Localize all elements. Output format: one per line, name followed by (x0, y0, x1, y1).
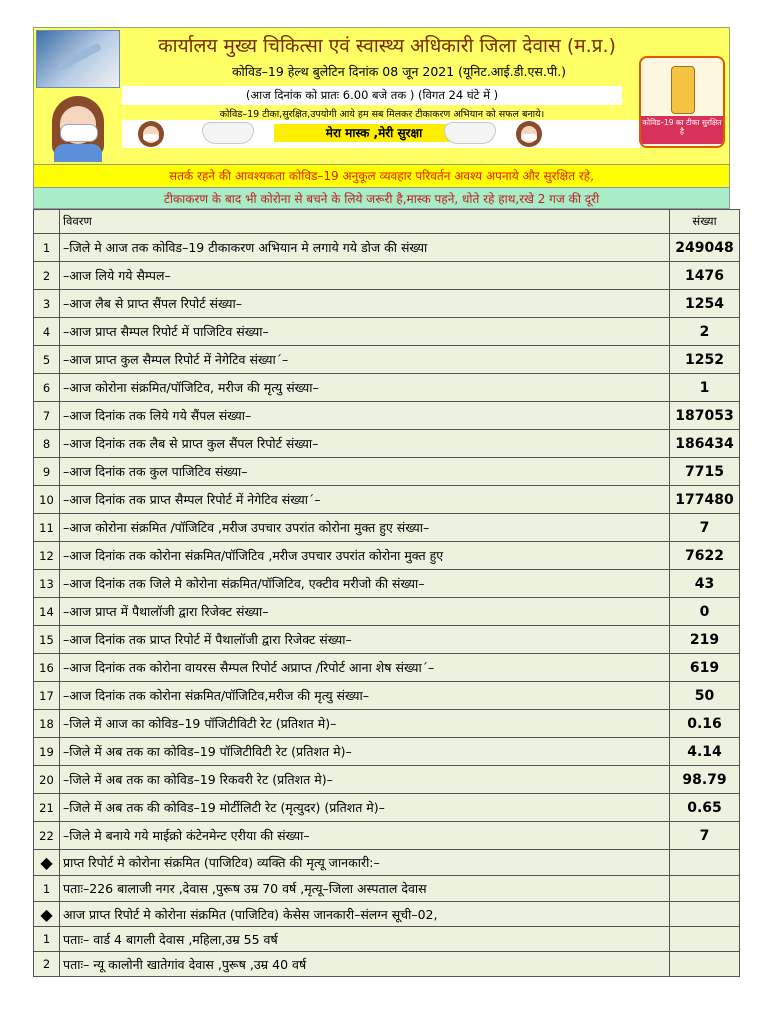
row-count: 186434 (670, 430, 740, 458)
row-description: –आज प्राप्त कुल सैम्पल रिपोर्ट में नेगेटिव संख्या´– (60, 346, 670, 374)
row-description: –आज दिनांक तक लिये गये सैंपल संख्या– (60, 402, 670, 430)
serial-number: 9 (34, 458, 60, 486)
row-count: 4.14 (670, 738, 740, 766)
serial-number: 13 (34, 570, 60, 598)
vaccination-appeal: कोविड–19 टीका,सुरक्षित,उपयोगी आये हम सब मिलकर टीकाकरण अभियान को सफल बनाये। (219, 109, 545, 120)
description-header: विवरण (60, 210, 670, 234)
table-row (34, 234, 740, 262)
count-header: संख्या (670, 210, 740, 234)
serial-number: 18 (34, 710, 60, 738)
row-count: 1252 (670, 346, 740, 374)
empty-cell (670, 952, 740, 977)
serial-number: 12 (34, 542, 60, 570)
precaution-banner: टीकाकरण के बाद भी कोरोना से बचने के लिये जरूरी है,मास्क पहने, धोते रहे हाथ,रखे 2 गज की दूरी (33, 187, 730, 209)
table-row (34, 682, 740, 710)
row-description: –आज लिये गये सैम्पल– (60, 262, 670, 290)
table-row (34, 850, 740, 876)
row-count: 619 (670, 654, 740, 682)
row-count: 1254 (670, 290, 740, 318)
serial-number: 14 (34, 598, 60, 626)
serial-number: 11 (34, 514, 60, 542)
table-header-row (34, 210, 740, 234)
empty-cell (670, 902, 740, 927)
row-count: 7 (670, 822, 740, 850)
row-description: –जिले मे आज तक कोविड–19 टीकाकरण अभियान मे लगाये गये डोज की संख्या (60, 234, 670, 262)
row-description: –आज कोरोना संक्रमित/पॉजिटिव, मरीज की मृत्यु संख्या– (60, 374, 670, 402)
case-address: पताः– न्यू कालोनी खातेगांव देवास ,पुरूष ,उम्र 40 वर्ष (60, 952, 670, 977)
table-row (34, 290, 740, 318)
serial-number: 7 (34, 402, 60, 430)
diamond-bullet-icon: ◆ (40, 904, 53, 924)
table-row (34, 486, 740, 514)
table-row (34, 738, 740, 766)
mask-slogan: मेरा मास्क ,मेरी सुरक्षा (274, 124, 474, 142)
row-description: –आज कोरोना संक्रमित /पॉजिटिव ,मरीज उपचार उपरांत कोरोना मुक्त हुए संख्या– (60, 514, 670, 542)
row-count: 1 (670, 374, 740, 402)
table-row (34, 794, 740, 822)
row-count: 0.16 (670, 710, 740, 738)
report-timeline: (आज दिनांक को प्रातः 6.00 बजे तक ) (विगत 24 घंटे में ) (122, 86, 622, 105)
row-count: 1476 (670, 262, 740, 290)
row-description: –आज दिनांक तक लैब से प्राप्त कुल सैंपल रिपोर्ट संख्या– (60, 430, 670, 458)
serial-number: 10 (34, 486, 60, 514)
table-row (34, 927, 740, 952)
row-description: –जिले में आज का कोविड–19 पॉजिटीविटी रेट (प्रतिशत मे)– (60, 710, 670, 738)
serial-number: 3 (34, 290, 60, 318)
serial-number: 16 (34, 654, 60, 682)
empty-cell (670, 876, 740, 902)
case-address: पताः– वार्ड 4 बागली देवास ,महिला,उम्र 55 वर्ष (60, 927, 670, 952)
row-description: –आज प्राप्त में पैथालॉजी द्वारा रिजेक्ट संख्या– (60, 598, 670, 626)
row-description: –आज दिनांक तक प्राप्त रिपोर्ट में पैथालॉजी द्वारा रिजेक्ट संख्या– (60, 626, 670, 654)
table-row (34, 952, 740, 977)
serial-number: 15 (34, 626, 60, 654)
bulletin-header (33, 27, 730, 165)
table-row (34, 458, 740, 486)
table-row (34, 514, 740, 542)
bullet-icon (34, 902, 60, 927)
table-row (34, 262, 740, 290)
diamond-bullet-icon: ◆ (40, 853, 53, 872)
table-row (34, 374, 740, 402)
table-row (34, 402, 740, 430)
serial-number: 17 (34, 682, 60, 710)
positive-cases-heading: आज प्राप्त रिपोर्ट मे कोरोना संक्रमित (पाजिटिव) केसेस जानकारी–संलग्न सूची–02, (60, 902, 670, 927)
table-row (34, 876, 740, 902)
table-row (34, 346, 740, 374)
table-row (34, 430, 740, 458)
row-description: –आज दिनांक तक जिले मे कोरोना संक्रमित/पॉजिटिव, एक्टीव मरीजो की संख्या– (60, 570, 670, 598)
row-count: 50 (670, 682, 740, 710)
table-row (34, 318, 740, 346)
row-description: –आज दिनांक तक कुल पाजिटिव संख्या– (60, 458, 670, 486)
row-count: 249048 (670, 234, 740, 262)
serial-number: 6 (34, 374, 60, 402)
row-count: 98.79 (670, 766, 740, 794)
row-count: 7622 (670, 542, 740, 570)
empty-cell (670, 927, 740, 952)
table-row (34, 710, 740, 738)
vaccine-vial-icon (671, 66, 695, 114)
table-row (34, 822, 740, 850)
row-count: 7 (670, 514, 740, 542)
face-mask-icon (444, 122, 496, 144)
table-row (34, 626, 740, 654)
masked-girl-icon (134, 121, 168, 147)
row-count: 0.65 (670, 794, 740, 822)
serial-header (34, 210, 60, 234)
caution-banner: सतर्क रहने की आवश्यकता कोविड–19 अनुकूल व्यवहार परिवर्तन अवश्य अपनाये और सुरक्षित रहे, (33, 165, 730, 187)
table-row (34, 570, 740, 598)
row-count: 2 (670, 318, 740, 346)
serial-number: 4 (34, 318, 60, 346)
table-row (34, 598, 740, 626)
statistics-table (33, 209, 740, 977)
serial-number: 1 (34, 927, 60, 952)
row-count: 177480 (670, 486, 740, 514)
death-address: पताः–226 बालाजी नगर ,देवास ,पुरूष उम्र 70 वर्ष ,मृत्यू–जिला अस्पताल देवास (60, 876, 670, 902)
table-row (34, 654, 740, 682)
row-description: –आज प्राप्त सैम्पल रिपोर्ट में पाजिटिव संख्या– (60, 318, 670, 346)
row-description: –आज दिनांक तक प्राप्त सैम्पल रिपोर्ट में नेगेटिव संख्या´– (60, 486, 670, 514)
death-info-heading: प्राप्त रिपोर्ट मे कोरोना संक्रमित (पाजिटिव) व्यक्ति की मृत्यू जानकारी:– (60, 850, 670, 876)
row-description: –आज दिनांक तक कोरोना संक्रमित/पॉजिटिव ,मरीज उपचार उपरांत कोरोना मुक्त हुए (60, 542, 670, 570)
row-count: 219 (670, 626, 740, 654)
row-description: –जिले में अब तक का कोविड–19 रिकवरी रेट (प्रतिशत मे)– (60, 766, 670, 794)
row-description: –आज दिनांक तक कोरोना वायरस सैम्पल रिपोर्ट अप्राप्त /रिपोर्ट आना शेष संख्या´– (60, 654, 670, 682)
vaccine-injection-image (36, 30, 120, 88)
row-description: –जिले में अब तक की कोविड–19 मोर्टीलिटी रेट (मृत्युदर) (प्रतिशत मे)– (60, 794, 670, 822)
serial-number: 21 (34, 794, 60, 822)
serial-number: 20 (34, 766, 60, 794)
row-count: 187053 (670, 402, 740, 430)
row-description: –जिले मे बनाये गये माईक्रो कंटेनमेन्ट एरीया की संख्या– (60, 822, 670, 850)
table-row (34, 902, 740, 927)
serial-number: 1 (34, 234, 60, 262)
bullet-icon (34, 850, 60, 876)
bulletin-date: कोविड–19 हेल्थ बुलेटिन दिनांक 08 जून 2021 (यूनिट.आई.डी.एस.पी.) (231, 64, 567, 79)
masked-girl-image (38, 92, 118, 162)
row-count: 43 (670, 570, 740, 598)
vaccine-campaign-badge (639, 56, 725, 148)
serial-number: 8 (34, 430, 60, 458)
table-row (34, 766, 740, 794)
serial-number: 22 (34, 822, 60, 850)
row-description: –आज लैब से प्राप्त सैंपल रिपोर्ट संख्या– (60, 290, 670, 318)
office-title: कार्यालय मुख्य चिकित्सा एवं स्वास्थ्य अधिकारी जिला देवास (म.प्र.) (158, 35, 616, 57)
campaign-badge-text: कोविड–19 का टीका सुरक्षित है (641, 116, 723, 144)
face-mask-icon (202, 122, 254, 144)
serial-number: 19 (34, 738, 60, 766)
masked-girl-icon (512, 121, 546, 147)
serial-number: 2 (34, 952, 60, 977)
table-row (34, 542, 740, 570)
row-count: 0 (670, 598, 740, 626)
row-count: 7715 (670, 458, 740, 486)
serial-number: 5 (34, 346, 60, 374)
row-description: –जिले में अब तक का कोविड–19 पॉजिटीविटी रेट (प्रतिशत मे)– (60, 738, 670, 766)
row-description: –आज दिनांक तक कोरोना संक्रमित/पॉजिटिव,मरीज की मृत्यु संख्या– (60, 682, 670, 710)
serial-number: 1 (34, 876, 60, 902)
serial-number: 2 (34, 262, 60, 290)
bulletin-sheet (33, 27, 734, 977)
empty-cell (670, 850, 740, 876)
